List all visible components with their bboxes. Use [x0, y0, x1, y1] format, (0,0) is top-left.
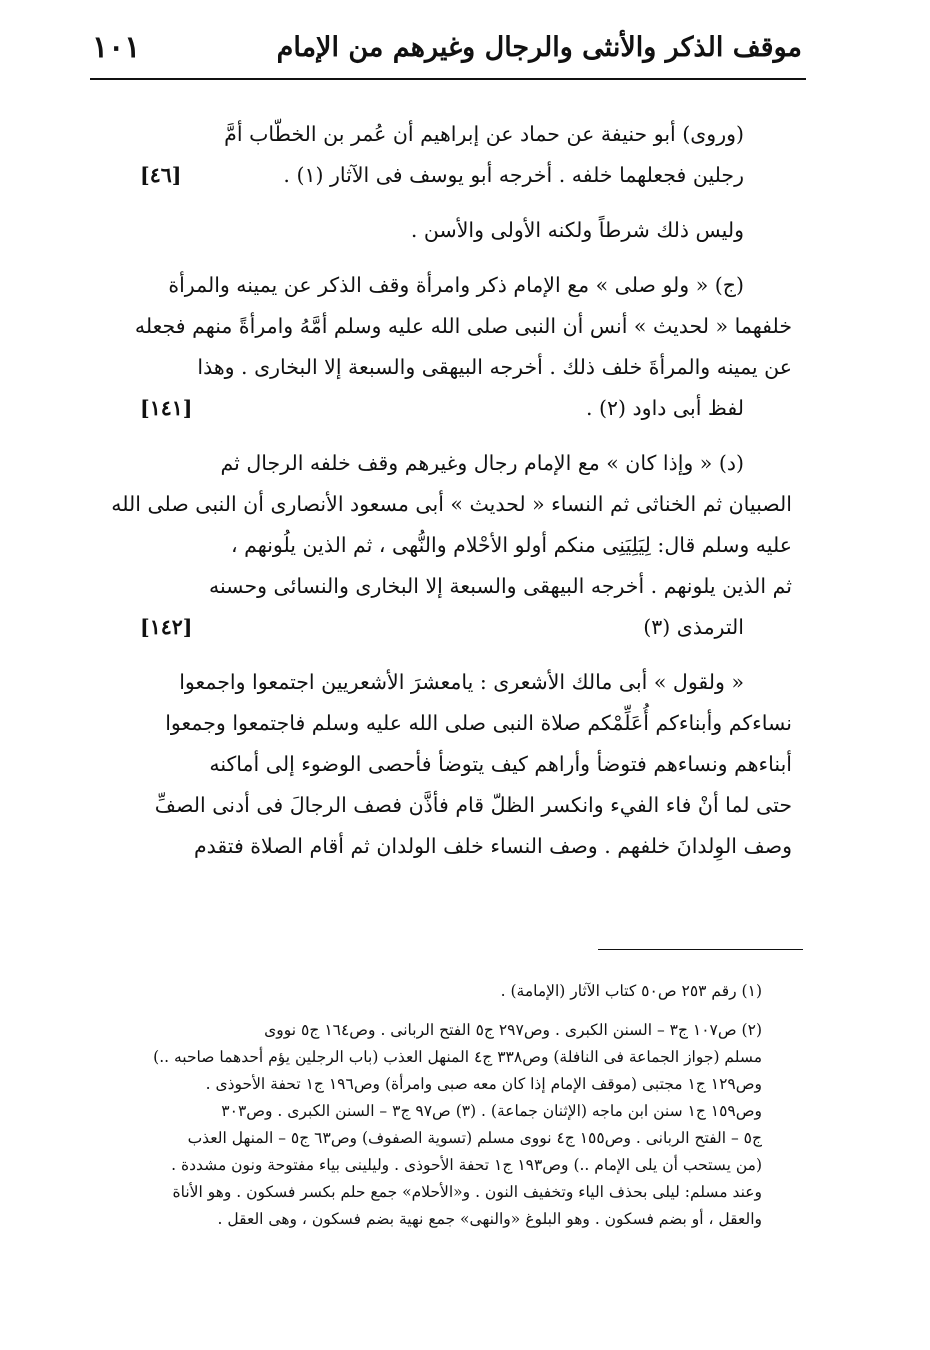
paragraph-narration — [92, 114, 792, 196]
footnote-line: (١) رقم ٢٥٣ ص٥٠ كتاب الآثار (الإمامة) . — [500, 982, 762, 1000]
text-line: (د) « وإذا كان » مع الإمام رجال وغيرهم وقف خلفه الرجال ثم — [220, 451, 744, 475]
text-line: (وروى) أبو حنيفة عن حماد عن إبراهيم أن عُمر بن الخطّاب أمَّ — [224, 122, 744, 146]
page-header — [92, 22, 802, 72]
paragraph-note — [92, 210, 792, 251]
text-line: عن يمينه والمرأةَ خلف ذلك . أخرجه البيهقى والسبعة إلا البخارى . وهذا — [197, 355, 792, 379]
reference-number: [١٤٢] — [140, 615, 193, 639]
footnote-line: (من يستحب أن يلى الإمام ..) وص١٩٣ ج١ تحفة الأحوذى . وليلينى بياء مفتوحة ونون مشددة . — [171, 1156, 762, 1174]
reference-number: [٤٦] — [140, 163, 182, 187]
text-line: وليس ذلك شرطاً ولكنه الأولى والأسن . — [410, 218, 744, 242]
footnote-line: مسلم (جواز الجماعة فى النافلة) وص٣٣٨ ج٤ المنهل العذب (باب الرجلين يؤم أحدهما صاحبه ..) — [153, 1048, 762, 1066]
footnotes — [96, 978, 792, 1233]
text-line: أبناءهم ونساءهم فتوضأ وأراهم كيف يتوضأ فأحصى الوضوء إلى أماكنه — [209, 752, 792, 776]
text-line: عليه وسلم قال: لِيَلِيَنِى منكم أولو الأحْلام والنُّهى ، ثم الذين يلُونهم ، — [230, 533, 792, 557]
paragraph-jim — [92, 265, 792, 429]
text-line: نساءكم وأبناءكم أُعَلِّمْكم صلاة النبى صلى الله عليه وسلم فاجتمعوا وجمعوا — [165, 711, 792, 735]
text-line: وصف الوِلدانَ خلفهم . وصف النساء خلف الولدان ثم أقام الصلاة فتقدم — [193, 834, 792, 858]
footnote-line: ج٥ – الفتح الربانى . وص١٥٥ ج٤ نووى مسلم (تسوية الصفوف) وص٦٣ ج٥ – المنهل العذب — [187, 1129, 762, 1147]
text-line: خلفهما « لحديث » أنس أن النبى صلى الله عليه وسلم أمَّهُ وامرأةً منهم فجعله — [134, 314, 792, 338]
text-line-with-ref — [92, 155, 792, 196]
reference-number: [١٤١] — [140, 396, 193, 420]
running-title: موقف الذكر والأنثى والرجال وغيرهم من الإمام — [276, 31, 802, 63]
footnote-separator — [598, 949, 803, 950]
text-line: حتى لما أنْ فاء الفيء وانكسر الظلّ قام فأذَّن فصف الرجالَ فى أدنى الصفِّ — [154, 793, 792, 817]
text-line: الصبيان ثم الخناثى ثم النساء « لحديث » أبى مسعود الأنصارى أن النبى صلى الله — [111, 492, 792, 516]
footnote-2-3 — [96, 1017, 792, 1233]
page-number: ١٠١ — [92, 29, 141, 65]
footnote-line: وص١٥٩ ج١ سنن ابن ماجه (الإثنان جماعة) . (٣) ص٩٧ ج٣ – السنن الكبرى . وص٣٠٣ — [221, 1102, 762, 1120]
footnote-line: (٢) ص١٠٧ ج٣ – السنن الكبرى . وص٢٩٧ ج٥ الفتح الربانى . وص١٦٤ ج٥ نووى — [264, 1021, 762, 1039]
text-line-with-ref — [92, 388, 792, 429]
footnote-line: والعقل ، أو بضم فسكون . وهو البلوغ «والنهى» جمع نهية بضم فسكون ، وهى العقل . — [217, 1210, 762, 1228]
text-line: الترمذى (٣) — [643, 615, 744, 639]
footnote-1 — [96, 978, 792, 1005]
text-line-with-ref — [92, 607, 792, 648]
main-text — [92, 114, 792, 881]
text-line: لفظ أبى داود (٢) . — [585, 396, 744, 420]
footnote-line: وص١٢٩ ج١ مجتبى (موقف الإمام إذا كان معه صبى وامرأة) وص١٩٦ ج١ تحفة الأحوذى . — [205, 1075, 762, 1093]
text-line: (ج) « ولو صلى » مع الإمام ذكر وامرأة وقف الذكر عن يمينه والمرأة — [168, 273, 744, 297]
footnote-line: وعند مسلم: ليلى بحذف الياء وتخفيف النون . و«الأحلام» جمع حلم بكسر فسكون . وهو الأناة — [172, 1183, 762, 1201]
paragraph-abu-malik — [92, 662, 792, 867]
text-line: ثم الذين يلونهم . أخرجه البيهقى والسبعة إلا البخارى والنسائى وحسنه — [208, 574, 792, 598]
paragraph-dal — [92, 443, 792, 648]
header-rule — [90, 78, 806, 80]
text-line: « ولقول » أبى مالك الأشعرى : يامعشرَ الأشعريين اجتمعوا واجمعوا — [179, 670, 744, 694]
text-line: رجلين فجعلهما خلفه . أخرجه أبو يوسف فى الآثار (١) . — [283, 163, 744, 187]
